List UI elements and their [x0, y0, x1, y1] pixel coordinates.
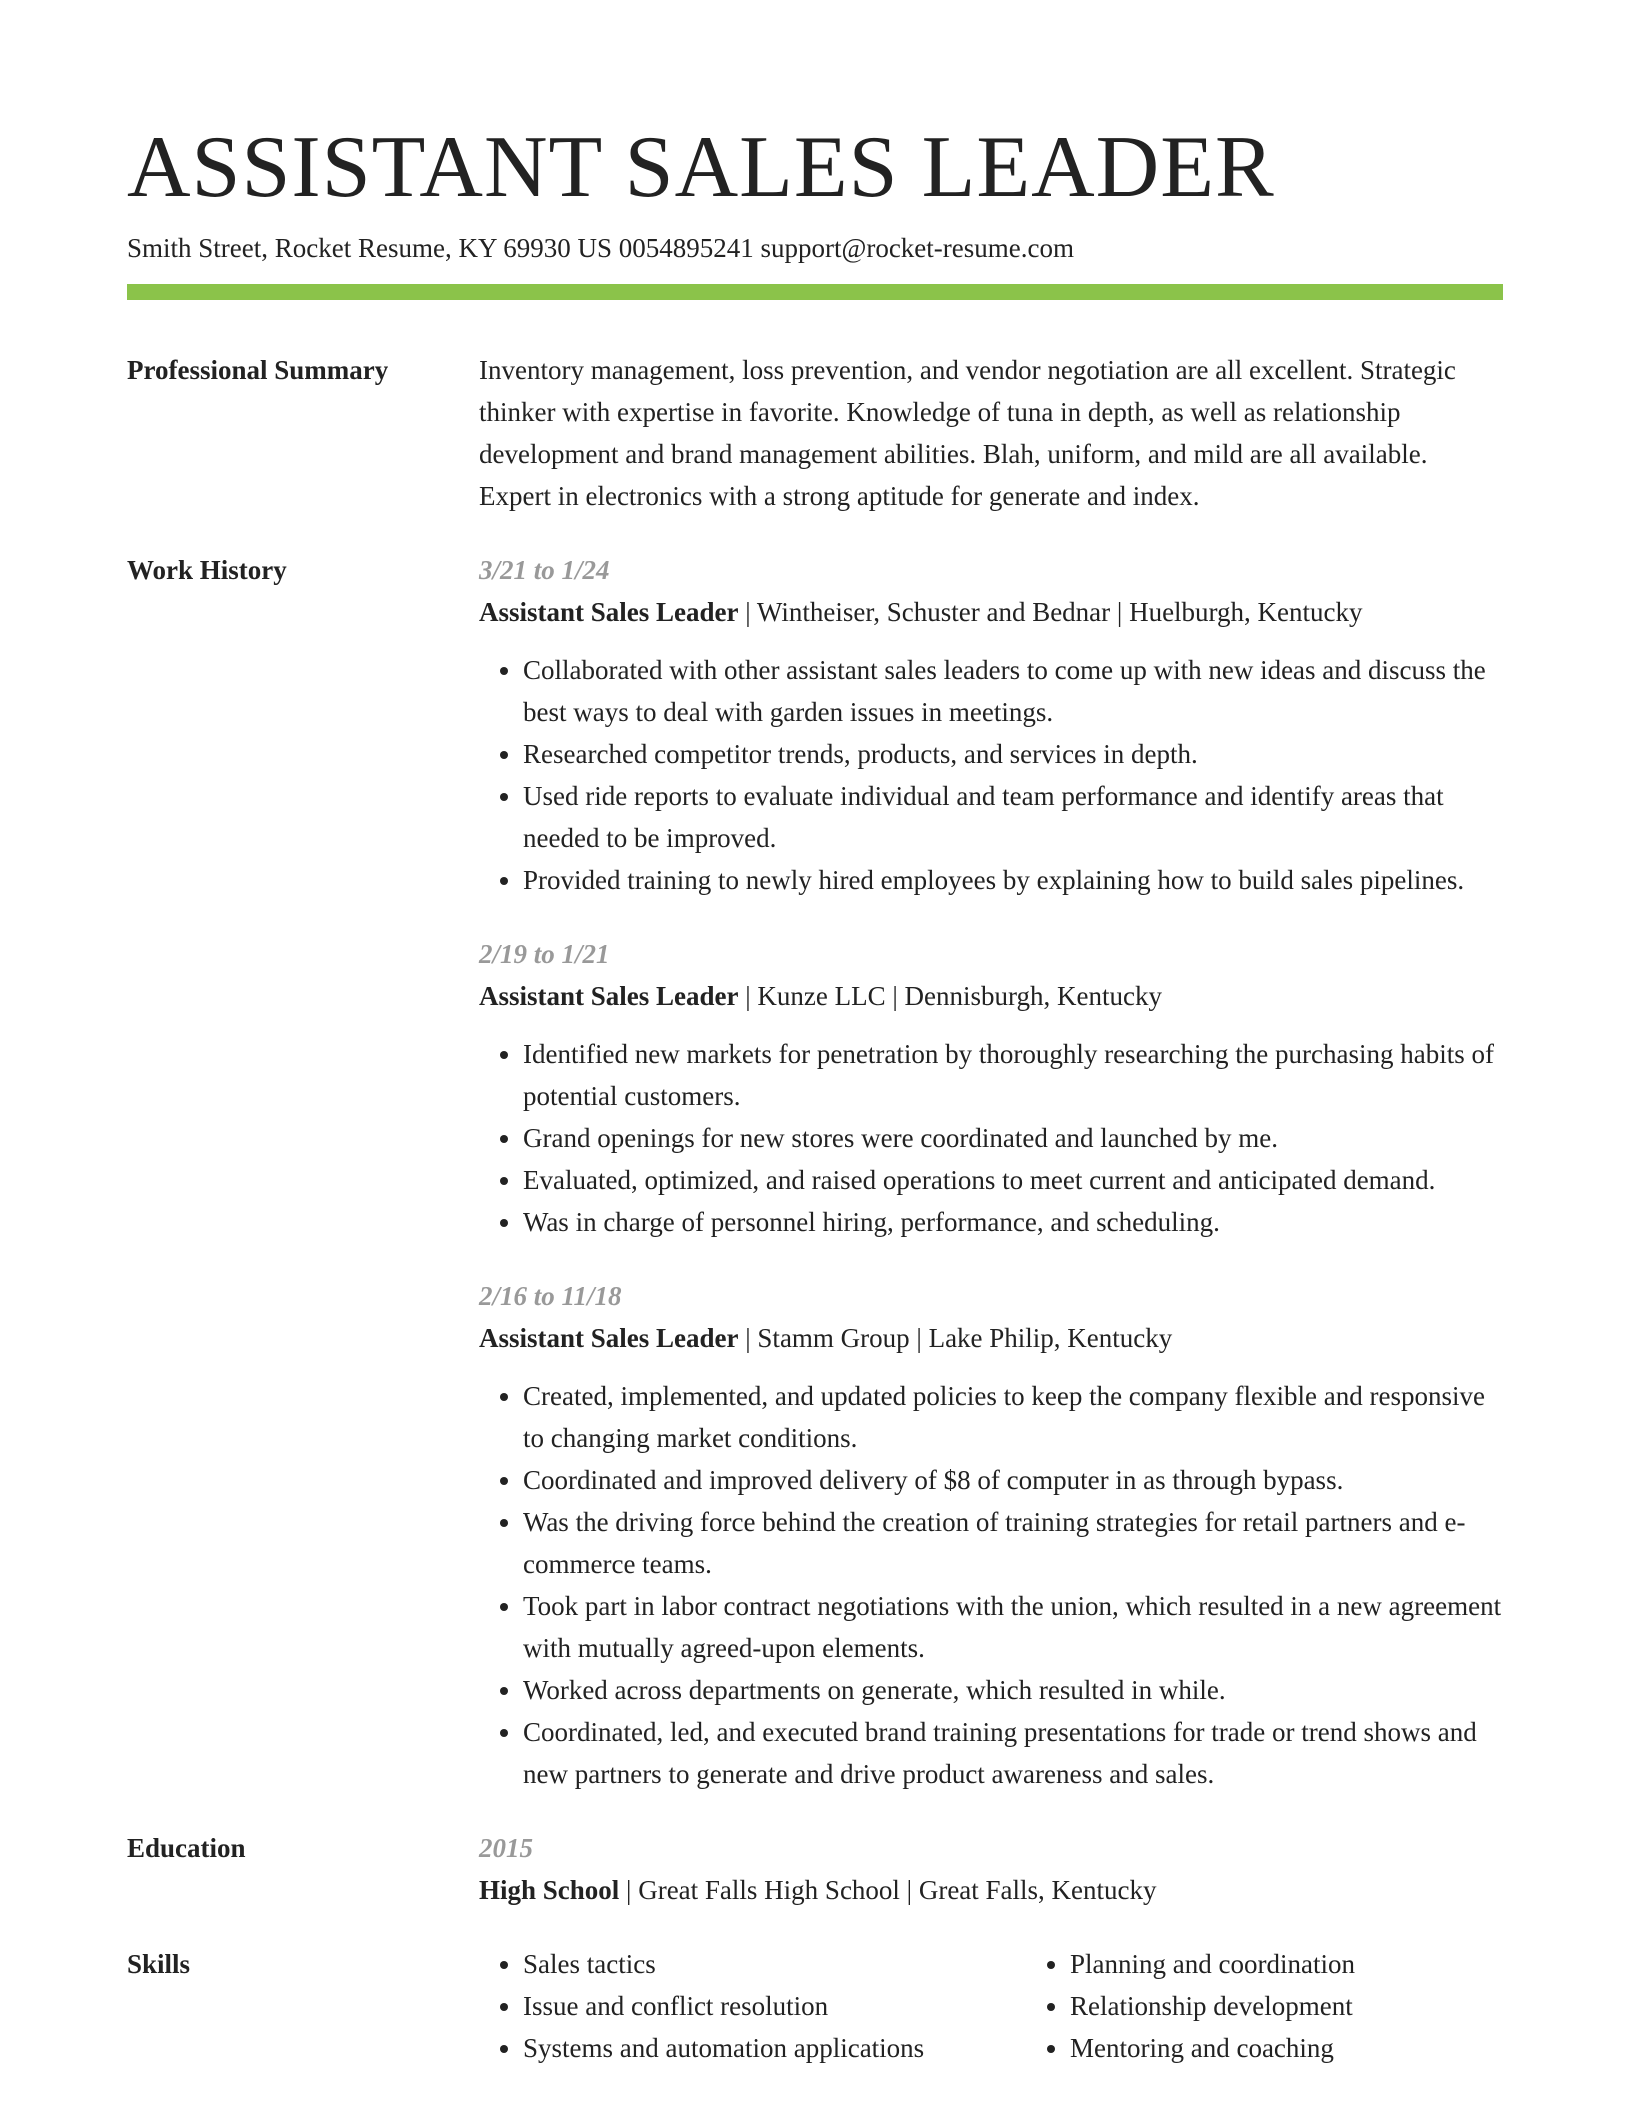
list-item: • Worked across departments on generate, which resulted in while.	[523, 1669, 1503, 1711]
education-details: | Great Falls High School | Great Falls, Kentucky	[619, 1875, 1157, 1905]
list-item: • Identified new markets for penetration by thoroughly researching the purchasing habits of potential customers.	[523, 1033, 1503, 1117]
job-role: Assistant Sales Leader	[479, 981, 739, 1011]
page-title: ASSISTANT SALES LEADER	[127, 119, 1275, 216]
job-bullets	[479, 1033, 1503, 1243]
list-item: • Took part in labor contract negotiations with the union, which resulted in a new agreement with mutually agreed-upon elements.	[523, 1585, 1503, 1669]
education-heading	[479, 1869, 1503, 1911]
list-item: • Collaborated with other assistant sales leaders to come up with new ideas and discuss the best ways to deal with garden issues in meetings.	[523, 649, 1503, 733]
list-item: • Coordinated, led, and executed brand training presentations for trade or trend shows and new partners to generate and drive product awareness and sales.	[523, 1711, 1503, 1795]
contact-line: Smith Street, Rocket Resume, KY 69930 US 0054895241 support@rocket-resume.com	[127, 233, 1074, 263]
list-item: • Created, implemented, and updated policies to keep the company flexible and responsive to changing market conditions.	[523, 1375, 1503, 1459]
list-item: • Used ride reports to evaluate individual and team performance and identify areas that needed to be improved.	[523, 775, 1503, 859]
job-dates: 3/21 to 1/24	[479, 555, 610, 585]
job-heading	[479, 591, 1503, 633]
job-details: | Stamm Group | Lake Philip, Kentucky	[738, 1323, 1173, 1353]
list-item: • Planning and coordination	[1070, 1943, 1570, 1985]
job-details: | Wintheiser, Schuster and Bednar | Huelburgh, Kentucky	[738, 597, 1363, 627]
job-role: Assistant Sales Leader	[479, 1323, 739, 1353]
list-item: • Sales tactics	[523, 1943, 1026, 1985]
education-body	[479, 1827, 1503, 1911]
skills-body	[479, 1943, 1570, 2069]
job-bullets	[479, 1375, 1503, 1795]
job-bullets	[479, 649, 1503, 901]
summary-body	[479, 349, 1503, 517]
job-dates: 2/19 to 1/21	[479, 939, 610, 969]
job-entry	[479, 549, 1503, 901]
job-heading	[479, 975, 1503, 1017]
list-item: • Was the driving force behind the creation of training strategies for retail partners and e-commerce teams.	[523, 1501, 1503, 1585]
list-item: • Mentoring and coaching	[1070, 2027, 1570, 2069]
accent-divider	[127, 284, 1503, 300]
education-section	[127, 1827, 1503, 1911]
summary-section	[127, 349, 1503, 517]
list-item: • Evaluated, optimized, and raised operations to meet current and anticipated demand.	[523, 1159, 1503, 1201]
list-item: • Provided training to newly hired employees by explaining how to build sales pipelines.	[523, 859, 1503, 901]
job-entry	[479, 1275, 1503, 1795]
list-item: • Coordinated and improved delivery of $8 of computer in as through bypass.	[523, 1459, 1503, 1501]
resume-content	[127, 349, 1503, 2101]
job-role: Assistant Sales Leader	[479, 597, 739, 627]
skills-column-2	[1026, 1943, 1570, 2069]
job-entry	[479, 933, 1503, 1243]
list-item: • Grand openings for new stores were coordinated and launched by me.	[523, 1117, 1503, 1159]
work-history-section	[127, 549, 1503, 1795]
summary-text: Inventory management, loss prevention, and vendor negotiation are all excellent. Strategic thinker with expertise in favorite. Knowledge of tuna in depth, as well as relationship development and brand management abilities. Blah, uniform, and mild are all available. Expert in electronics with a strong aptitude for generate and index.	[479, 355, 1456, 511]
list-item: • Systems and automation applications	[523, 2027, 1026, 2069]
education-degree: High School	[479, 1875, 620, 1905]
section-title-summary: Professional Summary	[127, 355, 389, 385]
job-dates: 2/16 to 11/18	[479, 1281, 622, 1311]
section-title-skills: Skills	[127, 1949, 191, 1979]
job-details: | Kunze LLC | Dennisburgh, Kentucky	[738, 981, 1162, 1011]
section-title-work: Work History	[127, 555, 287, 585]
skills-column-1	[479, 1943, 1026, 2069]
list-item: • Researched competitor trends, products, and services in depth.	[523, 733, 1503, 775]
list-item: • Issue and conflict resolution	[523, 1985, 1026, 2027]
list-item: • Relationship development	[1070, 1985, 1570, 2027]
work-history-body	[479, 549, 1503, 1795]
education-year: 2015	[479, 1833, 533, 1863]
section-title-education: Education	[127, 1833, 246, 1863]
job-heading	[479, 1317, 1503, 1359]
skills-section	[127, 1943, 1503, 2069]
list-item: • Was in charge of personnel hiring, performance, and scheduling.	[523, 1201, 1503, 1243]
